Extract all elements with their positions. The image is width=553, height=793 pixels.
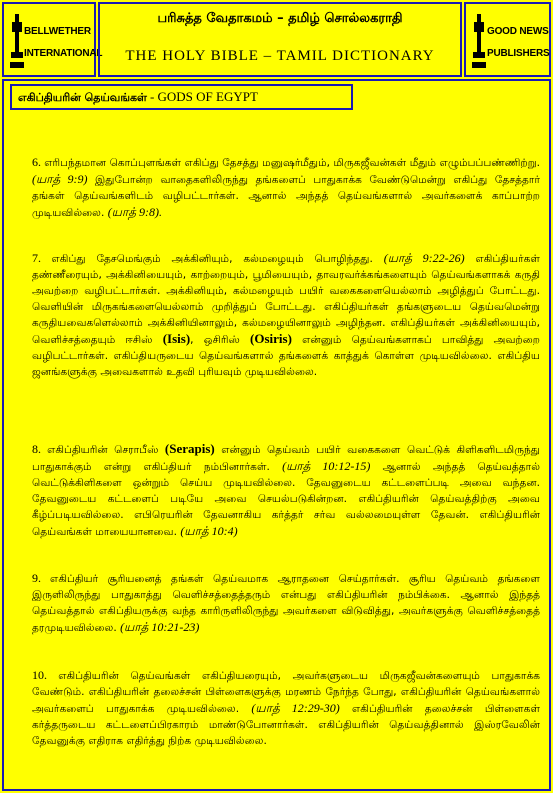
good-news-logo [464, 2, 551, 77]
title-box [98, 2, 462, 77]
paragraph-text: எரிபந்தமான கொப்புளங்கள் எகிப்து தேசத்து மனுஷர்மீதும், மிருகஜீவன்கள் மீதும் எழும்பப்பண்ணிற்று. [44, 157, 540, 169]
scripture-reference: (யாத் 10:21-23) [120, 620, 200, 634]
paragraph-text: எகிப்தியரின் தெய்வங்கள் எகிப்தியரையும், அவர்களுடைய மிருகஜீவன்களையும் பாதுகாக்க வேண்டும். எகிப்தியரின் தலைச்சன் பிள்ளைகளுக்கு மரணம் நேர்ந்த போது, எகிப்தியரின் தெய்வங்களால் அவர்களைப் பாதுகாக்க முடியவில்லை. [32, 670, 541, 715]
heading-english: - GODS OF EGYPT [149, 89, 258, 104]
left-logo-line1: BELLWETHER [24, 26, 91, 37]
right-logo-line2: PUBLISHERS [487, 48, 550, 59]
paragraph-text: என்னும் தெய்வங்களாகப் பாவித்து அவற்றை வழிபட்டார்கள். எகிப்தியருடைய தெய்வங்களால் தங்களைக் காத்துக் கொள்ள முடியவில்லை. எகிப்திய ஜனங்களுக்கு அவைகளால் உதவி புரியவும் முடியவில்லை. [32, 334, 540, 378]
english-term: (Serapis) [164, 441, 215, 456]
paragraph-number: 9. [32, 571, 51, 585]
section-heading [10, 84, 353, 110]
paragraph-text: எகிப்தியரின் தலைச்சன் பிள்ளைகள் கர்த்தருடைய கட்டளைப்பிரகாரம் மாண்டுபோனார்கள். எகிப்தியரின் தெய்வத்தினால் இஸ்ரவேலின் தேவனுக்கு எதிராக எதிர்த்து நிற்க முடியவில்லை. [32, 703, 541, 747]
paragraph-9 [32, 570, 540, 636]
bellwether-logo [2, 2, 103, 77]
paragraph-text: எகிப்தியரின் செராபீஸ் [47, 444, 165, 456]
paragraph-8 [32, 441, 540, 540]
paragraph-7 [32, 250, 540, 380]
scripture-reference: (யாத் 9:8). [107, 205, 163, 219]
lamp-icon [10, 12, 24, 70]
paragraph-text: எகிப்தியர்கள் தண்ணீரையும், அக்கினியையும், காற்றையும், பூமியையும், தாவரவர்க்கங்களையும் தெய்வங்களாகக் கருதி அவற்றை வழிபட்டார்கள். அக்கினியும், கல்மழையும் பயிர் வகைகளையெல்லாம் அழித்துப் போட்டது. வெளியின் மிருகங்களையெல்லாம் முறித்துப் போட்டது. எகிப்தியர்கள் தங்களுடைய தெய்வமென்று கருதியவைகளெல்லாம் அக்கினியினாலும், கல்மழையினாலும் அழிந்தன. எகிப்தியர்கள் அக்கினியையும், வெளிச்சத்தையும் ஈசிஸ் [32, 253, 540, 346]
lamp-icon [472, 12, 486, 70]
scripture-reference: (யாத் 12:29-30) [251, 701, 340, 715]
paragraph-6 [32, 154, 540, 221]
paragraph-number: 10. [32, 668, 59, 682]
english-term: (Isis) [162, 331, 191, 346]
left-logo-line2: INTERNATIONAL [24, 48, 103, 59]
paragraph-text: எகிப்து தேசமெங்கும் அக்கினியும், கல்மழையும் பொழிந்தது. [51, 253, 384, 265]
paragraph-text: இதுபோன்ற வாதைகளிலிருந்து தங்களைப் பாதுகாக்க வேண்டுமென்று எகிப்து தேசத்தார் தங்கள் தெய்வங்களிடம் வழிபட்டார்கள். ஆனால் அந்தத் தெய்வங்களால் அவர்களைக் காப்பாற்ற முடியவில்லை. [32, 174, 540, 219]
english-term: (Osiris) [250, 331, 292, 346]
scripture-reference: (யாத் 10:12-15) [282, 459, 371, 473]
paragraph-10 [32, 667, 540, 749]
paragraph-text: ஆனால் அந்தத் தெய்வத்தால் வெட்டுக்கிளிகளை ஒன்றும் செய்ய முடியவில்லை. தேவனுடைய கட்டளைப்படி அவை வந்தன. தேவனுடைய கட்டளைப் படியே அவை செயல்படுகின்றன. எகிப்தியரின் தெய்வத்திற்கு அவை கீழ்ப்படியவில்லை. எபிரெயரின் தேவனாகிய கர்த்தர் சர்வ வல்லமையுள்ள தேவன். எகிப்தியரின் தெய்வங்கள் மாயையானவை. [32, 461, 540, 538]
paragraph-text: , ஒசிரிஸ் [190, 334, 251, 346]
paragraph-text: என்னும் தெய்வம் பயிர் வகைகளை வெட்டுக் கிளிகளிடமிருந்து பாதுகாக்கும் என்று எகிப்தியர் நம்பினார்கள். [32, 444, 540, 473]
paragraph-number: 7. [32, 251, 52, 265]
right-logo-line1: GOOD NEWS [487, 26, 549, 37]
paragraph-text: எகிப்தியர் சூரியனைத் தங்கள் தெய்வமாக ஆராதனை செய்தார்கள். சூரிய தெய்வம் தங்களை இருளிலிருந்து பாதுகாத்து வெளிச்சத்தைத்தரும் என்பது எகிப்தியரின் நம்பிக்கை. ஆனால் இந்தத் தெய்வத்தால் எகிப்தியருக்கு வந்த காரிருளிலிருந்து அவர்களை விடுவித்து, அவர்களுக்கு வெளிச்சத்தைத் தரமுடியவில்லை. [32, 573, 540, 634]
tamil-title: பரிசுத்த வேதாகமம் – தமிழ் சொல்லகராதி [157, 11, 403, 26]
scripture-reference: (யாத் 9:22-26) [383, 251, 465, 265]
heading-tamil: எகிப்தியரின் தெய்வங்கள் [18, 91, 147, 104]
paragraph-number: 8. [32, 442, 48, 456]
paragraph-number: 6. [32, 155, 45, 169]
english-title: THE HOLY BIBLE – TAMIL DICTIONARY [125, 48, 435, 64]
scripture-reference: (யாத் 9:9) [32, 172, 88, 186]
scripture-reference: (யாத் 10:4) [180, 524, 238, 538]
